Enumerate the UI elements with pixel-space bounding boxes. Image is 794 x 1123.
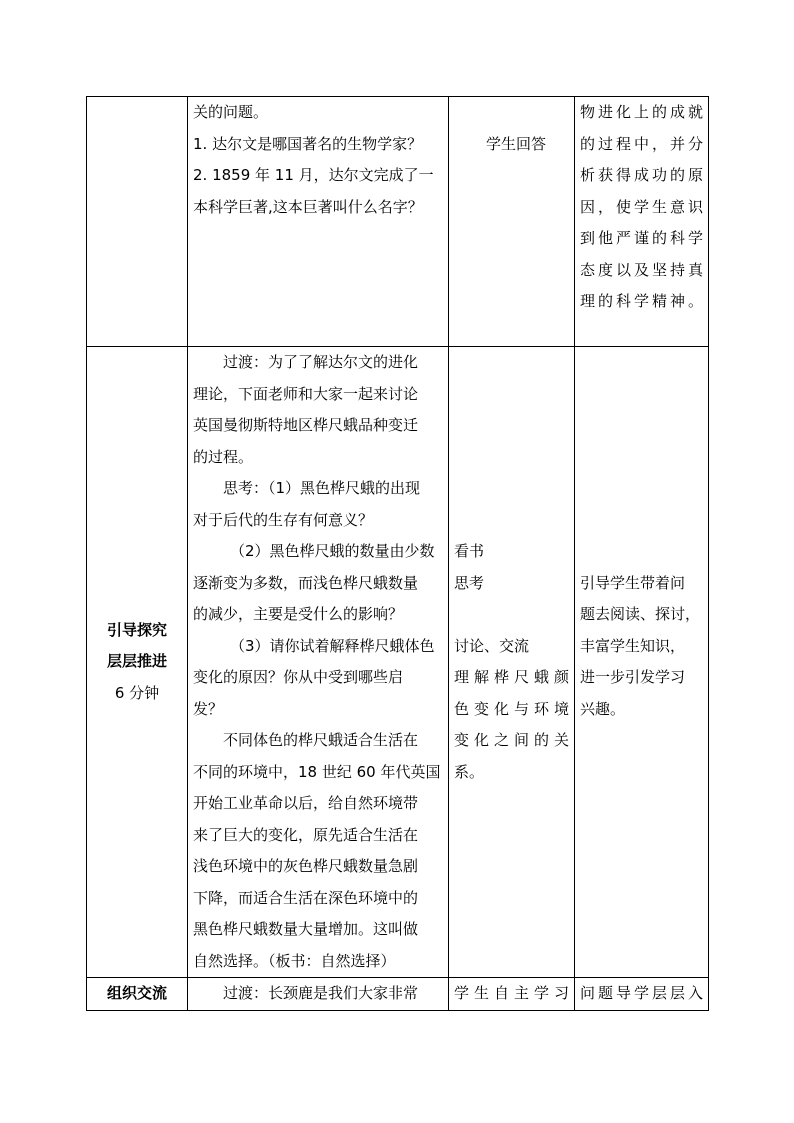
intent-line: 态度以及坚持真 [580, 260, 703, 279]
intent-line: 到他严谨的科学 [580, 229, 703, 247]
think-question-2: （2）黑色桦尺蛾的数量由少数 [230, 542, 435, 560]
stage-time: 6 分钟 [114, 683, 160, 702]
think-question-2: 逐渐变为多数，而浅色桦尺蛾数量 [193, 573, 419, 592]
student-activity: 看书 [454, 542, 485, 560]
transition-text: 的过程。 [193, 447, 254, 466]
think-question-2: 的减少，主要是受什么的影响？ [193, 605, 404, 623]
student-activity: 色变化与环境 [454, 699, 569, 718]
explanation-text: 浅色环境中的灰色桦尺蛾数量急剧 [193, 857, 419, 875]
think-question-3: （3）请你试着解释桦尺蛾体色 [230, 636, 435, 655]
student-activity: 思考 [454, 573, 485, 592]
stage-title-line-1: 引导探究 [106, 620, 167, 639]
content-cell [188, 97, 449, 347]
table-row [87, 97, 709, 347]
transition-text: 过渡：为了了解达尔文的进化 [223, 353, 419, 371]
student-activity-cell [449, 347, 575, 978]
lesson-plan-table [86, 96, 709, 1011]
explanation-text: 不同的环境中，18 世纪 60 年代英国 [193, 762, 441, 781]
table-row [87, 347, 709, 978]
student-activity: 系。 [454, 762, 485, 781]
question-2-cont: 本科学巨著,这本巨著叫什么名字？ [193, 197, 423, 216]
think-question-1: 思考：（1）黑色桦尺蛾的出现 [223, 479, 421, 497]
explanation-text: 下降，而适合生活在深色环境中的 [193, 888, 419, 907]
content-cell [188, 347, 449, 978]
intent-line: 因，使学生意识 [580, 197, 703, 216]
question-1: 1. 达尔文是哪国著名的生物学家？ [193, 134, 423, 153]
explanation-text: 来了巨大的变化，原先适合生活在 [193, 825, 419, 844]
design-intent-cell [575, 347, 709, 978]
intent-line: 进一步引发学习 [580, 668, 686, 686]
student-answer: 学生回答 [486, 134, 547, 153]
intent-line: 引导学生带着问 [580, 573, 686, 592]
content-line: 关的问题。 [193, 103, 269, 121]
table-row [87, 978, 709, 1011]
question-2: 2. 1859 年 11 月，达尔文完成了一 [193, 166, 434, 184]
student-activity: 理解桦尺蛾颜 [454, 668, 569, 686]
content-cell: 过渡：长颈鹿是我们大家非常 [188, 978, 449, 1011]
stage-cell [87, 347, 188, 978]
design-intent-cell: 问题导学层层入 [575, 978, 709, 1011]
stage-cell [87, 97, 188, 347]
student-activity-cell [449, 97, 575, 347]
intent-line: 理的科学精神。 [580, 292, 703, 310]
intent-line: 的过程中，并分 [580, 134, 703, 153]
design-intent-cell [575, 97, 709, 347]
stage-title-line-2: 层层推进 [106, 652, 167, 671]
intent-line: 兴趣。 [580, 699, 626, 718]
transition-text: 英国曼彻斯特地区桦尺蛾品种变迁 [193, 416, 419, 434]
student-activity-cell: 学生自主学习 [449, 978, 575, 1011]
student-activity: 变化之间的关 [454, 731, 569, 749]
intent-line: 析获得成功的原 [580, 166, 703, 184]
intent-line: 丰富学生知识， [580, 636, 686, 655]
explanation-text: 不同体色的桦尺蛾适合生活在 [223, 731, 419, 749]
think-question-1: 对于后代的生存有何意义？ [193, 510, 374, 529]
explanation-text: 开始工业革命以后，给自然环境带 [193, 794, 419, 812]
explanation-text: 自然选择。（板书：自然选择） [193, 951, 396, 970]
think-question-3: 变化的原因？你从中受到哪些启 [193, 668, 404, 686]
student-activity: 讨论、交流 [454, 636, 530, 655]
intent-line: 物进化上的成就 [580, 103, 703, 121]
explanation-text: 黑色桦尺蛾数量大量增加。这叫做 [193, 920, 419, 938]
think-question-3: 发？ [193, 699, 224, 718]
transition-text: 理论，下面老师和大家一起来讨论 [193, 384, 419, 403]
stage-title: 组织交流 [87, 978, 188, 1011]
intent-line: 题去阅读、探讨， [580, 605, 701, 623]
